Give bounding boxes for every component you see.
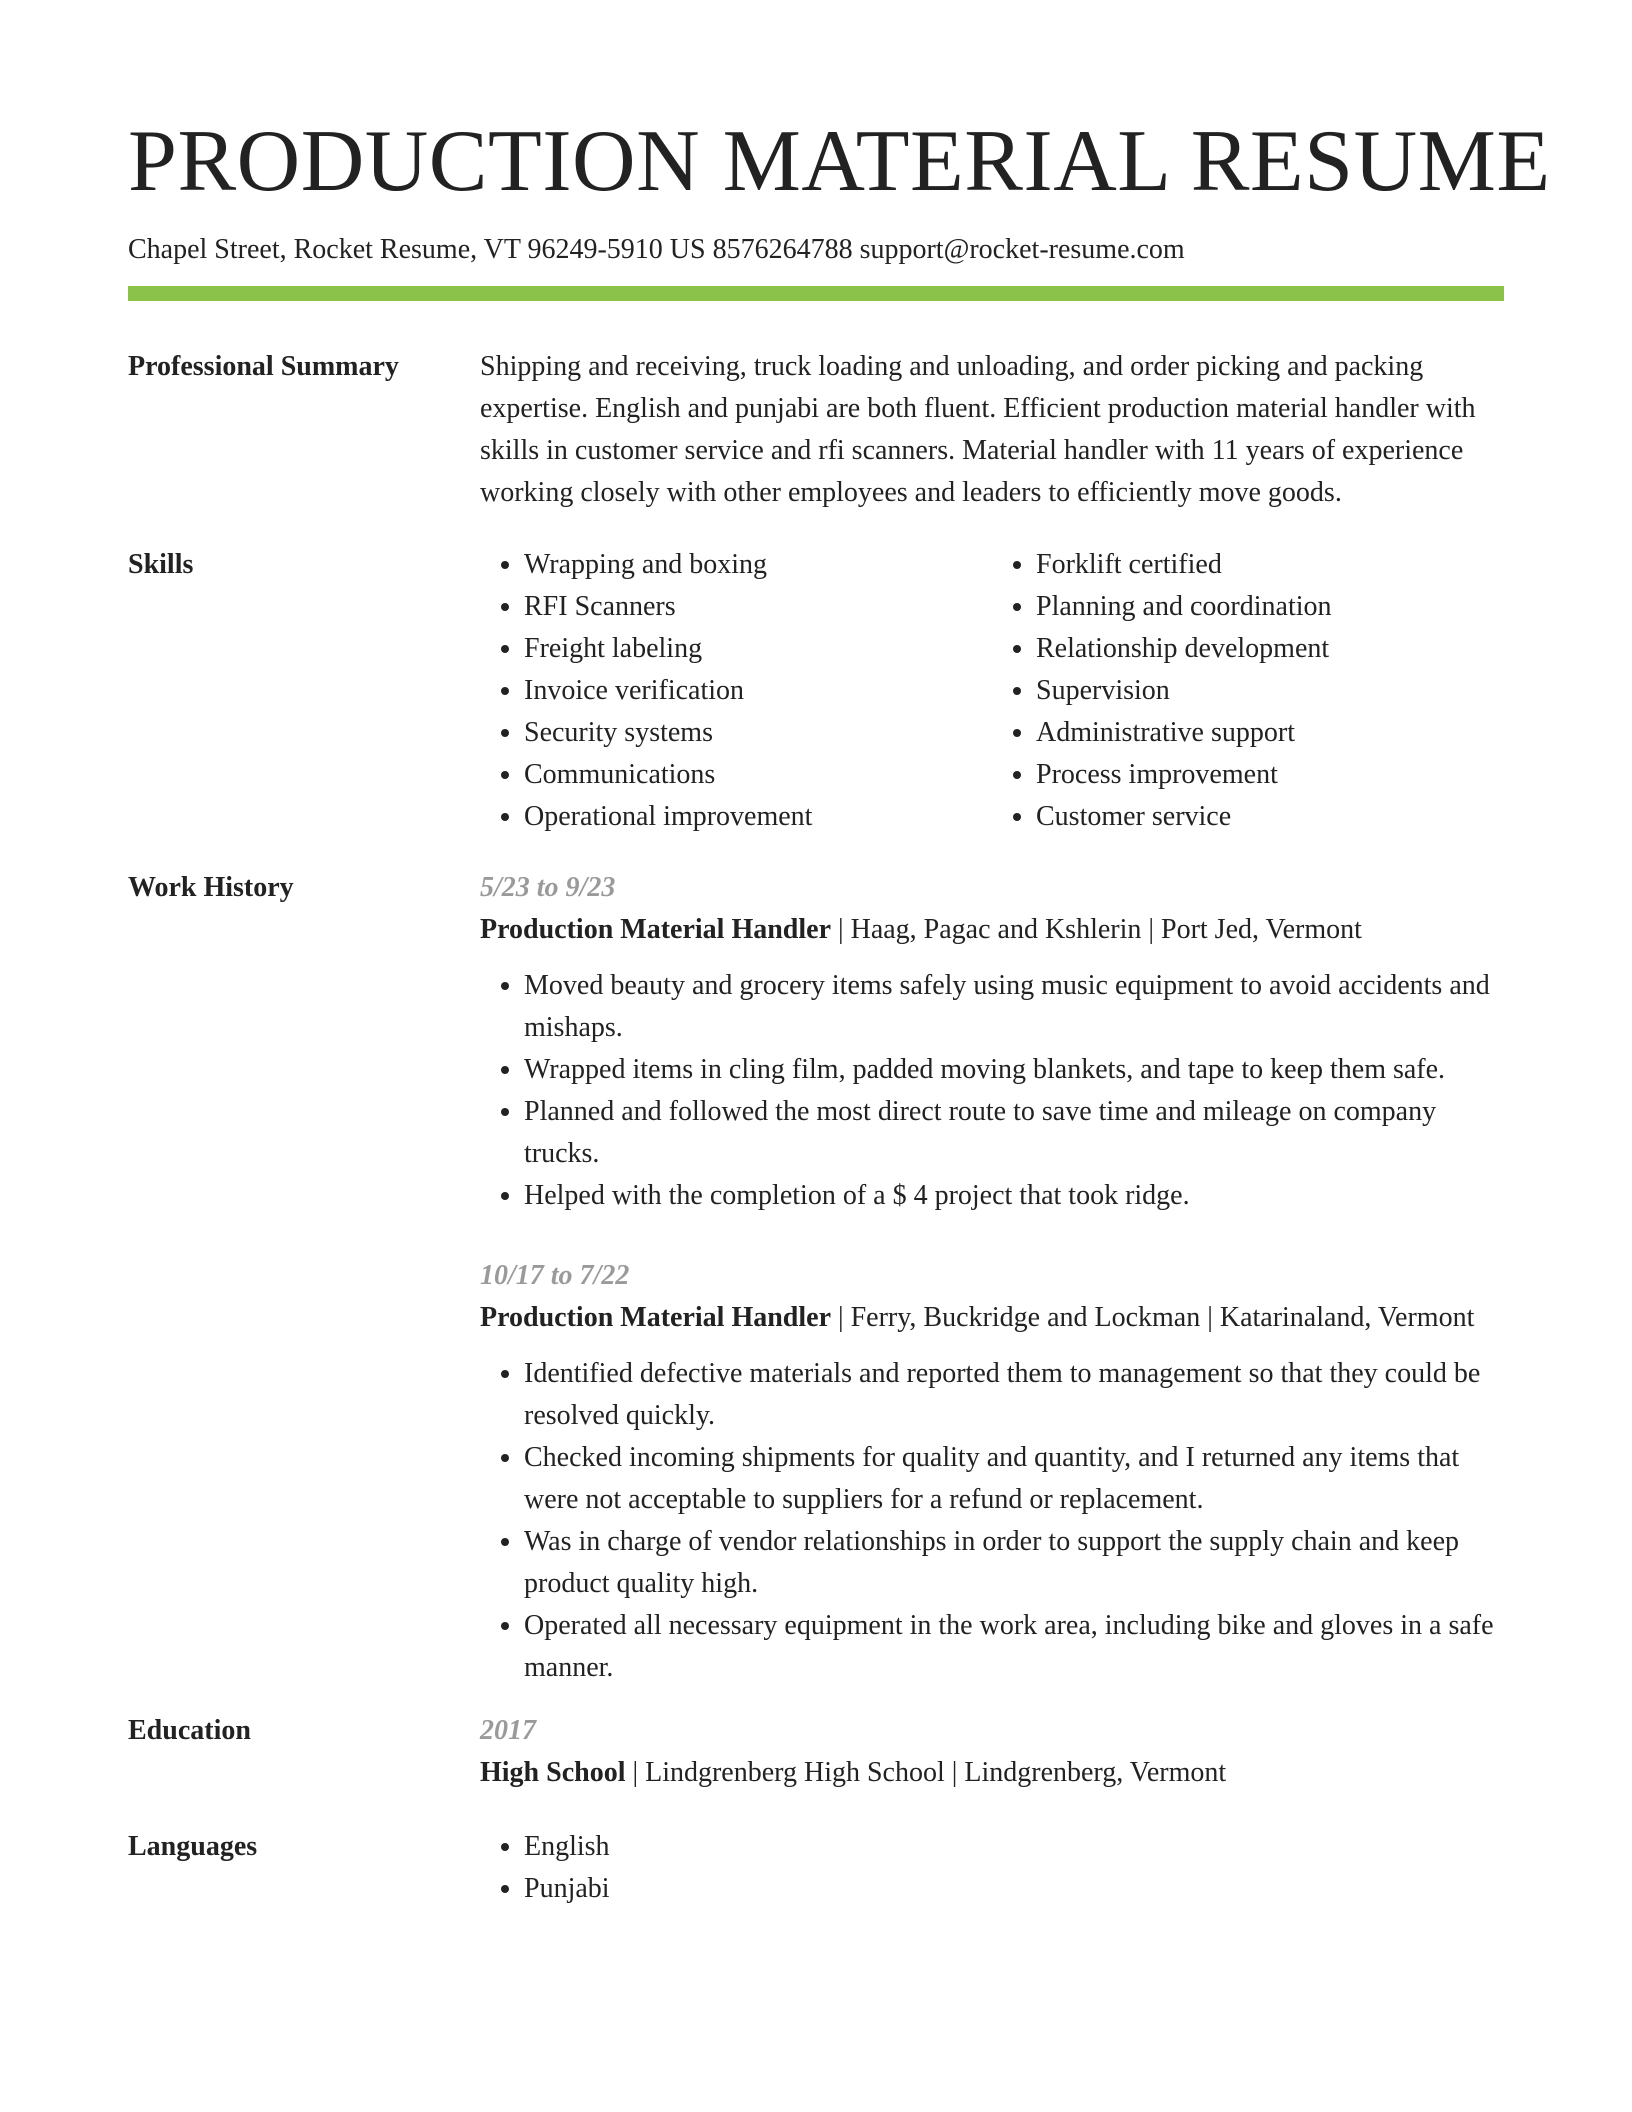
summary-label: Professional Summary <box>128 351 399 382</box>
skill-item: • Process improvement <box>1036 754 1504 796</box>
skill-item: • Security systems <box>524 712 992 754</box>
skill-item: • RFI Scanners <box>524 586 992 628</box>
skills-list-left <box>480 544 992 838</box>
skills-label: Skills <box>128 549 194 580</box>
languages-label: Languages <box>128 1831 258 1862</box>
job-title: Production Material Handler <box>480 914 831 945</box>
job-bullet: • Identified defective materials and reported them to management so that they could be resolved quickly. <box>524 1353 1504 1437</box>
job-heading <box>480 909 1504 951</box>
resume-title: PRODUCTION MATERIAL RESUME <box>128 113 1551 210</box>
job-bullet: • Operated all necessary equipment in the work area, including bike and gloves in a safe manner. <box>524 1605 1504 1689</box>
skill-item: • Freight labeling <box>524 628 992 670</box>
summary-text: Shipping and receiving, truck loading and unloading, and order picking and packing expertise. English and punjabi are both fluent. Efficient production material handler with skills in customer service and rfi scanners. Material handler with 11 years of experience working closely with other employees and leaders to efficiently move goods. <box>480 351 1476 508</box>
job-bullets <box>480 1353 1504 1689</box>
skill-item: • Relationship development <box>1036 628 1504 670</box>
education-content <box>480 1710 1504 1794</box>
languages-list <box>480 1826 1504 1910</box>
work-history-label: Work History <box>128 872 294 903</box>
skill-item: • Administrative support <box>1036 712 1504 754</box>
job-details: | Ferry, Buckridge and Lockman | Katarinaland, Vermont <box>831 1302 1475 1333</box>
work-history-content <box>480 867 1504 1689</box>
job-bullet: • Helped with the completion of a $ 4 project that took ridge. <box>524 1175 1504 1217</box>
skill-item: • Wrapping and boxing <box>524 544 992 586</box>
skill-item: • Operational improvement <box>524 796 992 838</box>
skill-item: • Forklift certified <box>1036 544 1504 586</box>
job-bullet: • Planned and followed the most direct route to save time and mileage on company trucks. <box>524 1091 1504 1175</box>
accent-divider <box>128 286 1504 301</box>
job-details: | Haag, Pagac and Kshlerin | Port Jed, Vermont <box>831 914 1362 945</box>
language-item: • Punjabi <box>524 1868 1504 1910</box>
job-dates: 5/23 to 9/23 <box>480 872 616 903</box>
job-dates: 10/17 to 7/22 <box>480 1260 630 1291</box>
job-bullet: • Was in charge of vendor relationships in order to support the supply chain and keep product quality high. <box>524 1521 1504 1605</box>
skill-item: • Customer service <box>1036 796 1504 838</box>
languages-content <box>480 1826 1504 1910</box>
education-label: Education <box>128 1715 251 1746</box>
job-heading <box>480 1297 1504 1339</box>
skills-list-right <box>992 544 1504 838</box>
job-bullets <box>480 965 1504 1217</box>
job-entry <box>480 867 1504 1217</box>
skill-item: • Invoice verification <box>524 670 992 712</box>
skill-item: • Communications <box>524 754 992 796</box>
job-bullet: • Checked incoming shipments for quality and quantity, and I returned any items that were not acceptable to suppliers for a refund or replacement. <box>524 1437 1504 1521</box>
skills-content <box>480 544 1504 838</box>
job-entry <box>480 1255 1504 1689</box>
language-item: • English <box>524 1826 1504 1868</box>
job-bullet: • Moved beauty and grocery items safely using music equipment to avoid accidents and mishaps. <box>524 965 1504 1049</box>
job-title: Production Material Handler <box>480 1302 831 1333</box>
summary-content <box>480 346 1504 514</box>
contact-line: Chapel Street, Rocket Resume, VT 96249-5910 US 8576264788 support@rocket-resume.com <box>128 234 1185 265</box>
job-bullet: • Wrapped items in cling film, padded moving blankets, and tape to keep them safe. <box>524 1049 1504 1091</box>
education-year: 2017 <box>480 1715 536 1746</box>
education-degree: High School <box>480 1757 626 1788</box>
education-details: | Lindgrenberg High School | Lindgrenberg, Vermont <box>625 1757 1227 1788</box>
education-heading <box>480 1752 1504 1794</box>
skill-item: • Planning and coordination <box>1036 586 1504 628</box>
skill-item: • Supervision <box>1036 670 1504 712</box>
